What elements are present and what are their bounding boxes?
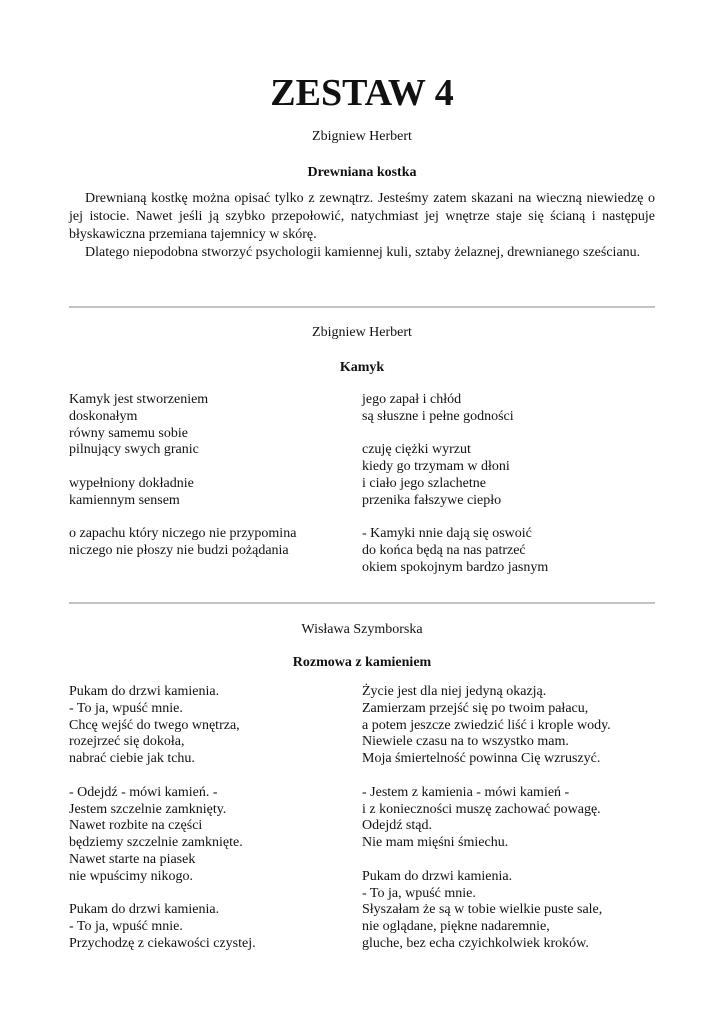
poem-line: nie wpuścimy nikogo.: [69, 868, 194, 884]
poem-line: Pukam do drzwi kamienia.: [69, 902, 220, 918]
poem-line: Jestem szczelnie zamknięty.: [69, 801, 227, 817]
poem-line: Nie mam mięśni śmiechu.: [362, 835, 509, 851]
poem-line: - To ja, wpuść mnie.: [69, 919, 183, 935]
poem-line: rozejrzeć się dokoła,: [69, 734, 185, 750]
poem-line: - Kamyki nnie dają się oswoić: [362, 526, 532, 542]
poem-line: niczego nie płoszy nie budzi pożądania: [69, 543, 289, 559]
poem-line: Niewiele czasu na to wszystko mam.: [362, 734, 569, 750]
poem-line: czuję ciężki wyrzut: [362, 442, 471, 458]
poem-line: o zapachu który niczego nie przypomina: [69, 526, 297, 542]
poem-line: Pukam do drzwi kamienia.: [69, 684, 220, 699]
stanza: [69, 476, 296, 510]
poem-line: Pukam do drzwi kamienia.: [362, 868, 513, 884]
poem-line: przenika fałszywe ciepło: [362, 492, 502, 508]
section1-author: Zbigniew Herbert: [312, 129, 412, 144]
prose-paragraph: Drewnianą kostkę można opisać tylko z zewnątrz. Jesteśmy zatem skazani na wieczną niewiedzę o jej istocie. Nawet jeśli ją szybko przepołowić, natychmiast jej wnętrze staje się ścianą i następuje błyskawiczna przemiana tajemnicy w skórę.: [69, 191, 655, 242]
poem-line: Zamierzam przejść się po twoim pałacu,: [362, 700, 589, 716]
stanza: [362, 526, 548, 576]
poem-line: kamiennym sensem: [69, 492, 180, 508]
poem-line: - Odejdź - mówi kamień. -: [69, 784, 218, 800]
section3-left-column: [69, 684, 256, 970]
poem-line: będziemy szczelnie zamknięte.: [69, 835, 243, 851]
poem-line: Nawet starte na piasek: [69, 851, 196, 867]
poem-line: Moja śmiertelność powinna Cię wzruszyć.: [362, 751, 601, 767]
prose-paragraph: Dlatego niepodobna stworzyć psychologii kamiennej kuli, sztaby żelaznej, drewnianego sześcianu.: [85, 245, 641, 260]
poem-line: - Jestem z kamienia - mówi kamień -: [362, 784, 570, 800]
stanza: [69, 785, 256, 886]
stanza: [362, 785, 611, 852]
poem-line: i ciało jego szlachetne: [362, 475, 486, 491]
poem-line: wypełniony dokładnie: [69, 475, 194, 491]
page-title: ZESTAW 4: [270, 72, 454, 114]
poem-line: nie oglądane, piękne nadaremnie,: [362, 919, 550, 935]
poem-line: nabrać ciebie jak tchu.: [69, 751, 195, 767]
section1-prose: [69, 190, 655, 262]
poem-line: kiedy go trzymam w dłoni: [362, 459, 510, 475]
poem-line: Chcę wejść do twego wnętrza,: [69, 717, 240, 733]
poem-line: a potem jeszcze zwiedzić liść i krople wody.: [362, 717, 611, 733]
poem-line: Słyszałam że są w tobie wielkie puste sale,: [362, 902, 603, 918]
poem-line: - To ja, wpuść mnie.: [69, 700, 183, 716]
stanza: [362, 442, 548, 509]
section2-left-column: [69, 392, 296, 577]
poem-line: Nawet rozbite na części: [69, 818, 203, 834]
poem-line: doskonałym: [69, 408, 138, 424]
section3-title: Rozmowa z kamieniem: [292, 655, 432, 670]
poem-line: i z konieczności muszę zachować powagę.: [362, 801, 601, 817]
stanza: [69, 392, 296, 459]
poem-line: gluche, bez echa czyichkolwiek kroków.: [362, 935, 589, 951]
stanza: [69, 902, 256, 952]
section3-right-column: [362, 684, 611, 970]
poem-line: pilnujący swych granic: [69, 442, 199, 458]
poem-line: są słuszne i pełne godności: [362, 408, 514, 424]
section3-author: Wisława Szymborska: [301, 622, 423, 637]
section1-title: Drewniana kostka: [307, 165, 417, 180]
poem-line: Przychodzę z ciekawości czystej.: [69, 935, 256, 951]
section2-author: Zbigniew Herbert: [312, 325, 412, 340]
stanza: [69, 684, 256, 768]
poem-line: Kamyk jest stworzeniem: [69, 392, 209, 407]
poem-line: - To ja, wpuść mnie.: [362, 885, 476, 901]
poem-line: do końca będą na nas patrzeć: [362, 543, 526, 559]
poem-line: Odejdź stąd.: [362, 818, 432, 834]
poem-line: Życie jest dla niej jedyną okazją.: [362, 684, 547, 699]
section-divider: [69, 602, 655, 604]
stanza: [362, 392, 548, 426]
poem-line: okiem spokojnym bardzo jasnym: [362, 559, 549, 575]
section-divider: [69, 306, 655, 308]
section2-title: Kamyk: [339, 360, 385, 375]
stanza: [362, 684, 611, 768]
poem-line: jego zapał i chłód: [362, 392, 462, 407]
stanza: [362, 869, 611, 953]
poem-line: równy samemu sobie: [69, 425, 188, 441]
stanza: [69, 526, 296, 560]
section2-right-column: [362, 392, 548, 594]
